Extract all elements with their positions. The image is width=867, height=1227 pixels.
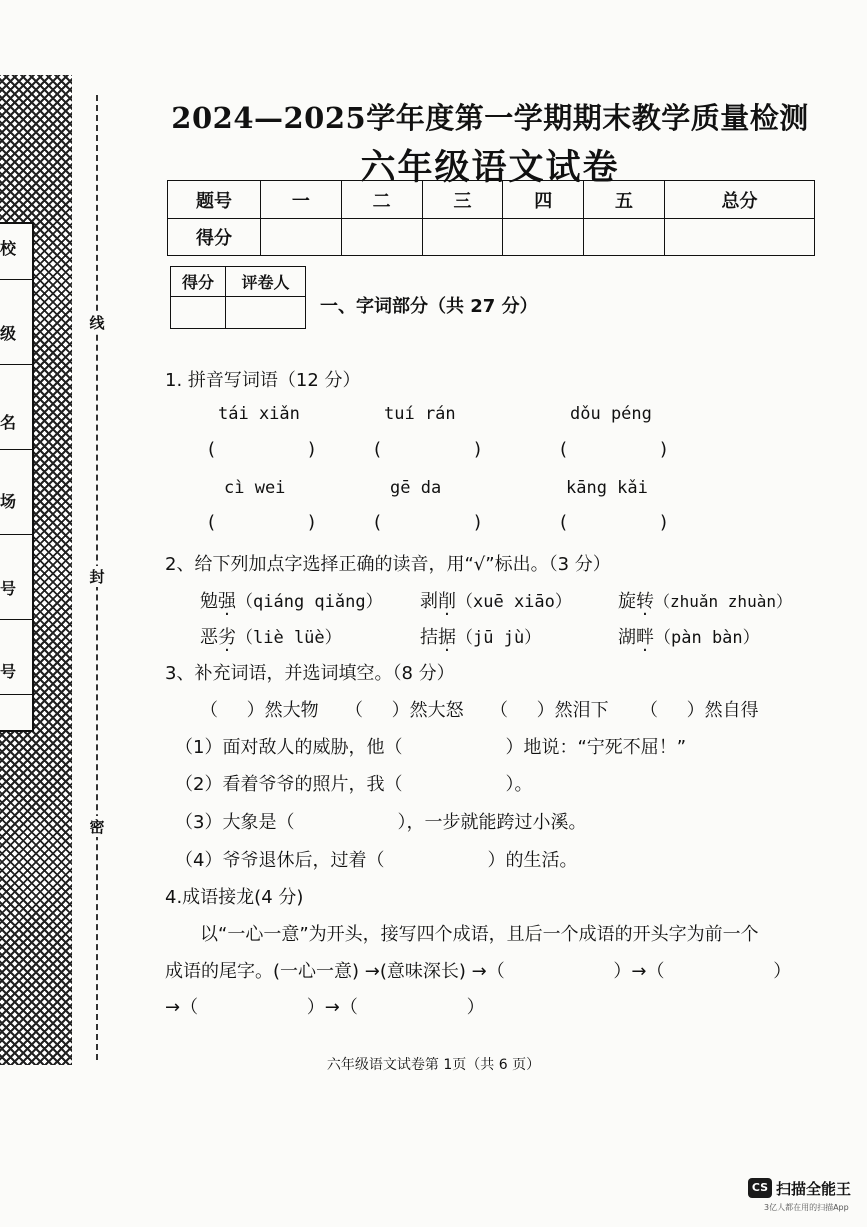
divider — [0, 619, 32, 620]
school-label: 校 — [0, 239, 17, 258]
reading-options[interactable]: （liè lüè） — [236, 628, 342, 648]
answer-paren-close: ) — [474, 512, 482, 533]
page-footer: 六年级语文试卷第 1页（共 6 页） — [326, 1057, 541, 1073]
name-label: 名 — [0, 413, 17, 432]
grader-name-cell[interactable] — [225, 297, 305, 329]
answer-paren-close: ) — [474, 439, 482, 460]
watermark-tagline: 3亿人都在用的扫描App — [764, 1203, 849, 1212]
answer-paren-close: ) — [660, 439, 668, 460]
reading-item — [200, 587, 383, 613]
exam-room-label: 场 — [0, 492, 17, 511]
item-char: 旋 — [618, 591, 636, 612]
grader-score-cell[interactable] — [171, 297, 226, 329]
fill-word[interactable]: （ ）然大物 — [200, 700, 319, 721]
answer-paren-open: ( — [374, 512, 382, 533]
divider — [0, 694, 32, 695]
fill-sentence[interactable]: （4）爷爷退休后，过着（ ）的生活。 — [175, 850, 578, 871]
answer-paren-close: ) — [660, 512, 668, 533]
fill-sentence[interactable]: （1）面对敌人的威胁，他（ ）地说：“宁死不屈！” — [175, 737, 687, 758]
reading-item — [618, 587, 792, 613]
class-label: 级 — [0, 324, 17, 343]
section-title: 一、字词部分（共 27 分） — [320, 296, 538, 317]
score-cell[interactable] — [584, 219, 665, 256]
pinyin: dǒu péng — [570, 404, 652, 424]
exam-number-label: 号 — [0, 662, 17, 681]
watermark-name: 扫描全能王 — [776, 1180, 852, 1198]
pinyin: tuí rán — [384, 404, 456, 424]
reading-options[interactable]: （pàn bàn） — [654, 628, 760, 648]
score-cell[interactable] — [503, 219, 584, 256]
question-4-chain[interactable]: 成语的尾字。(一心一意) →(意味深长) →（ ）→（ ） — [165, 961, 792, 982]
dotted-char: 削 — [438, 591, 456, 612]
question-3-title: 3、补充词语，并选词填空。（8 分） — [165, 663, 455, 684]
score-cell[interactable] — [664, 219, 814, 256]
reading-item — [618, 623, 760, 649]
score-cell[interactable] — [261, 219, 342, 256]
secret-label: 密 — [89, 818, 105, 836]
answer-paren-open: ( — [560, 512, 568, 533]
reading-options[interactable]: （xuē xiāo） — [456, 592, 572, 612]
camscanner-logo-icon: CS — [748, 1178, 772, 1198]
dotted-char: 据 — [438, 627, 456, 648]
dotted-char: 强 — [218, 591, 236, 612]
answer-paren-open: ( — [374, 439, 382, 460]
divider — [0, 279, 32, 280]
score-cell[interactable] — [341, 219, 422, 256]
reading-options[interactable]: （zhuǎn zhuàn） — [654, 592, 792, 611]
reading-item — [200, 623, 342, 649]
answer-paren-open: ( — [208, 439, 216, 460]
reading-item — [420, 623, 541, 649]
fill-sentence[interactable]: （3）大象是（ ），一步就能跨过小溪。 — [175, 812, 587, 833]
score-table-header: 四 — [503, 181, 584, 219]
fill-word[interactable]: （ ）然大怒 — [345, 700, 464, 721]
pinyin: tái xiǎn — [218, 404, 300, 424]
answer-paren-close: ) — [308, 512, 316, 533]
score-cell[interactable] — [422, 219, 503, 256]
score-table — [167, 180, 815, 256]
exam-subtitle: 六年级语文试卷 — [360, 147, 620, 188]
grader-name-label: 评卷人 — [225, 267, 305, 297]
pinyin: cì wei — [224, 478, 286, 498]
seal-label: 封 — [89, 568, 105, 586]
fill-word[interactable]: （ ）然自得 — [640, 700, 759, 721]
answer-paren-open: ( — [208, 512, 216, 533]
question-4-text: 以“一心一意”为开头，接写四个成语，且后一个成语的开头字为前一个 — [200, 924, 759, 945]
question-1-title: 1. 拼音写词语（12 分） — [165, 370, 361, 391]
pinyin: kāng kǎi — [566, 478, 648, 498]
item-char: 湖 — [618, 627, 636, 648]
score-table-header: 二 — [341, 181, 422, 219]
reading-options[interactable]: （jū jù） — [456, 628, 542, 648]
student-info-box — [0, 222, 34, 732]
seat-number-label: 号 — [0, 579, 17, 598]
dotted-char: 转 — [636, 591, 654, 612]
grader-box — [170, 266, 306, 329]
fill-sentence[interactable]: （2）看着爷爷的照片，我（ ）。 — [175, 774, 533, 795]
item-char: 勉 — [200, 591, 218, 612]
reading-options[interactable]: （qiáng qiǎng） — [236, 592, 383, 612]
exam-title: 2024—2025学年度第一学期期末教学质量检测 — [171, 101, 809, 135]
question-4-title: 4.成语接龙(4 分) — [165, 887, 304, 908]
divider — [0, 449, 32, 450]
item-char: 拮 — [420, 627, 438, 648]
score-table-header: 一 — [261, 181, 342, 219]
answer-paren-open: ( — [560, 439, 568, 460]
pinyin: gē da — [390, 478, 442, 498]
answer-paren-close: ) — [308, 439, 316, 460]
score-table-header: 五 — [584, 181, 665, 219]
dotted-char: 劣 — [218, 627, 236, 648]
question-2-title: 2、给下列加点字选择正确的读音，用“√”标出。（3 分） — [165, 554, 611, 575]
grader-score-label: 得分 — [171, 267, 226, 297]
item-char: 剥 — [420, 591, 438, 612]
score-table-header: 三 — [422, 181, 503, 219]
divider — [0, 534, 32, 535]
question-4-chain[interactable]: →（ ）→（ ） — [165, 997, 485, 1018]
score-table-header: 题号 — [168, 181, 261, 219]
fill-word[interactable]: （ ）然泪下 — [490, 700, 609, 721]
dotted-char: 畔 — [636, 627, 654, 648]
score-row-label: 得分 — [168, 219, 261, 256]
item-char: 恶 — [200, 627, 218, 648]
line-label: 线 — [89, 314, 105, 332]
divider — [0, 364, 32, 365]
reading-item — [420, 587, 572, 613]
score-table-header: 总分 — [664, 181, 814, 219]
